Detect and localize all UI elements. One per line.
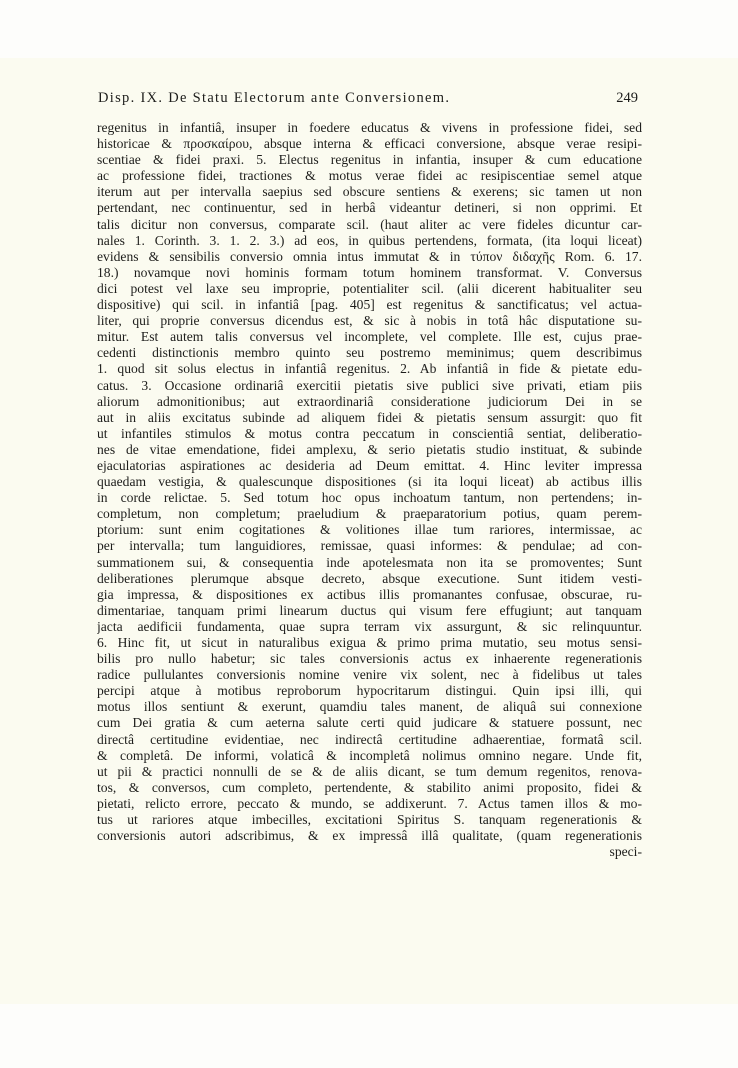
text-line: ac professione fidei, tractiones & motus verae fidei ac resipiscentiae semel atque: [97, 168, 642, 184]
top-margin-strip: [0, 0, 738, 58]
text-line: iterum aut per intervalla saepius sed obscure sentiens & exerens; sic tamen ut non: [97, 184, 642, 200]
text-line: 18.) novamque novi hominis formam totum hominem transformat. V. Conversus: [97, 264, 642, 280]
text-line: pertendant, nec continuentur, sed in herbâ videantur detineri, si non opprimi. Et: [97, 200, 642, 216]
text-line: liter, qui proprie conversus dicendus est, & sic à nobis in totâ hâc disputatione su-: [97, 313, 642, 329]
text-line: ut pii & practici nonnulli de se & de aliis dicant, se tum demum regenitos, renova-: [97, 763, 642, 779]
text-line: aut in aliis excitatus subinde ad aliquem fidei & pietatis sensum assurgit: quo fit: [97, 409, 642, 425]
text-line: cedenti distinctionis membro quinto seu postremo meminimus; quem describimus: [97, 345, 642, 361]
text-line: ptorium: sunt enim cogitationes & volitiones illae tum rariores, intermissae, ac: [97, 522, 642, 538]
running-title: Disp. IX. De Statu Electorum ante Conversionem.: [98, 90, 451, 106]
text-line: gia impressa, & dispositiones ex actibus illis promanantes confusae, obscurae, ru-: [97, 586, 642, 602]
text-line: tus ut rariores atque imbecilles, excitationi Spiritus S. tanquam regenerationis &: [97, 812, 642, 828]
text-line: catus. 3. Occasione ordinariâ exercitii pietatis sive publici sive privati, etiam piis: [97, 377, 642, 393]
text-line: cum Dei gratia & cum aeterna salute certi quid judicare & statuere possunt, nec: [97, 715, 642, 731]
text-line: tos, & conversos, cum completo, pertendente, & stabilito animi proposito, fidei &: [97, 779, 642, 795]
text-line: summationem sui, & consequentia inde apotelesmata non ita se promoventes; Sunt: [97, 554, 642, 570]
text-line: bilis pro nullo habetur; sic tales conversionis actus ex inhaerente regenerationis: [97, 651, 642, 667]
text-line: 6. Hinc fit, ut sicut in naturalibus exigua & primo prima mutatio, seu motus sensi-: [97, 635, 642, 650]
text-line: nales 1. Corinth. 3. 1. 2. 3.) ad eos, in quibus pertendens, formata, (ita loqui liceat): [97, 232, 642, 248]
text-line: in corde relictae. 5. Sed totum hoc opus inchoatum tantum, non pertendens; in-: [97, 490, 642, 506]
text-line: historicae & προσκαίρου, absque interna & efficaci conversione, absque verae resipi-: [97, 136, 642, 152]
running-header: [98, 90, 638, 110]
text-line: aliorum admonitionibus; aut extraordinariâ consideratione judiciorum Dei in se: [97, 393, 642, 409]
bottom-margin-strip: [0, 1004, 738, 1068]
text-line: nes de vitae emendatione, fidei amplexu, & serio pietatis studio instituat, & subinde: [97, 441, 642, 457]
text-line: completum, non completum; praeludium & praeparatorium potius, quam perem-: [97, 506, 642, 522]
text-line: regenitus in infantiâ, insuper in foedere educatus & vivens in professione fidei, sed: [97, 120, 642, 135]
text-line: quaedam vestigia, & qualescunque dispositiones (si ita loqui liceat) ab actibus illis: [97, 474, 642, 490]
text-line: & completâ. De informi, volaticâ & incompletâ nolimus omnino negare. Unde fit,: [97, 747, 642, 763]
text-line: mitur. Est autem talis conversus vel incomplete, vel complete. Ille est, cujus prae-: [97, 329, 642, 345]
text-line: per intervalla; tum languidiores, remissae, quasi informes: & pendulae; ad con-: [97, 538, 642, 554]
text-line: percipi atque à motibus reproborum hypocritarum distingui. Quin ipsi illi, qui: [97, 683, 642, 699]
text-line: dispositive) qui scil. in infantiâ [pag. 405] est regenitus & sanctificatus; vel actua-: [97, 297, 642, 313]
text-line: ut infantiles stimulos & motus contra peccatum in conscientiâ sentiat, deliberatio-: [97, 425, 642, 441]
body-text: [97, 120, 642, 1002]
text-line: radice pullulantes conversionis nomine venire vix solent, nec à fidelibus ut tales: [97, 667, 642, 683]
text-line: dici potest vel laxe seu improprie, potentialiter scil. (alii dicerent habitualiter seu: [97, 280, 642, 296]
text-line: pietati, relicto errore, peccato & mundo, se addixerunt. 7. Actus tamen illos & mo-: [97, 795, 642, 811]
text-line: speci-: [609, 844, 642, 860]
text-line: 1. quod sit solus electus in infantiâ regenitus. 2. Ab infantiâ in fide & pietate edu-: [97, 361, 642, 377]
text-line: conversionis autori adscribimus, & ex impressâ illâ qualitate, (quam regenerationis: [97, 828, 642, 844]
text-line: scentiae & fidei praxi. 5. Electus regenitus in infantia, insuper & cum educatione: [97, 152, 642, 168]
text-line: dimentariae, tanquam primi linearum ductus qui visum fere effugiunt; aut tanquam: [97, 602, 642, 618]
text-line: talis dicitur non conversus, comparate scil. (haut aliter ac vere fideles dicuntur car-: [97, 216, 642, 232]
text-line: motus illos sentiunt & exerunt, quamdiu tales manent, de aliquâ sui connexione: [97, 699, 642, 715]
text-line: directâ certitudine evidentiae, nec indirectâ certitudine adhaerentiae, formatâ scil.: [97, 731, 642, 747]
text-line: evidens & sensibilis conversio omnia intus immutat & in τύπον διδαχῆς Rom. 6. 17.: [97, 248, 642, 264]
page-number: 249: [616, 90, 638, 106]
text-line: jacta aedificii fundamenta, quae supra terram vix assurgunt, & sic relinquuntur.: [97, 618, 642, 634]
text-line: deliberationes plerumque absque decreto, absque executione. Sunt itidem vesti-: [97, 570, 642, 586]
text-line: ejaculatorias aspirationes ac desideria ad Deum emittat. 4. Hinc leviter impressa: [97, 457, 642, 473]
